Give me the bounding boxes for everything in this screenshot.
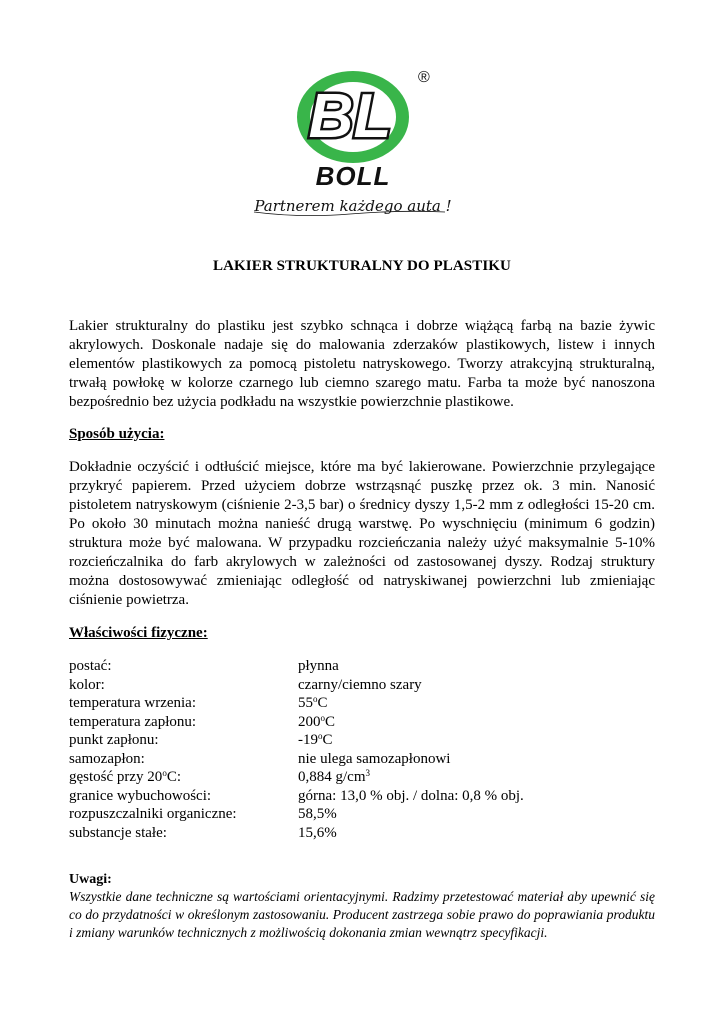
property-label: substancje stałe: bbox=[69, 824, 167, 841]
document-title: LAKIER STRUKTURALNY DO PLASTIKU bbox=[212, 258, 511, 274]
property-value: nie ulega samozapłonowi bbox=[298, 750, 451, 767]
usage-paragraph: Dokładnie oczyścić i odtłuścić miejsce, które ma być lakierowane. Powierzchnie przylegające przykryć papierem. Przed użyciem dobrze wstrząsnąć puszkę przez ok. 3 min. Nanosić pistoletem natryskowym (ciśnienie 2-3,5 bar) o średnicy dyszy 1,5-2 mm z odległości 15-20 cm. Po około 30 minutach można nanieść drugą warstwę. Po wyschnięciu (minimum 6 godzin) struktura może być malowana. W przypadku rozcieńczania należy użyć maksymalnie 5-10% rozcieńczalnika do farb akrylowych w zależności od zastosowanej dyszy. Rodzaj struktury można dostosowywać zmieniając odległość od natryskiwanej powierzchni lub zmieniając ciśnienie powietrza. bbox=[69, 459, 655, 608]
property-value: 58,5% bbox=[298, 806, 337, 822]
property-row bbox=[69, 824, 659, 843]
property-label: postać: bbox=[69, 658, 112, 674]
property-value: -19$^o$C bbox=[298, 731, 333, 748]
property-row bbox=[69, 768, 659, 787]
property-row bbox=[69, 676, 659, 695]
notes-paragraph: Wszystkie dane techniczne są wartościami orientacyjnymi. Radzimy przetestować materiał aby upewnić się co do przydatności w określonym zastosowaniu. Producent zastrzega sobie prawo do poprawiania produktu i zmiany warunków technicznych z możliwością dokonania zmian wewnątrz specyfikacji. bbox=[69, 889, 655, 940]
logo-slogan: Partnerem każdego auta ! bbox=[254, 197, 452, 215]
logo-brand-text: BOLL bbox=[315, 161, 391, 191]
property-label: samozapłon: bbox=[69, 750, 145, 767]
registered-mark: ® bbox=[418, 69, 430, 86]
property-row bbox=[69, 657, 659, 676]
property-value: płynna bbox=[298, 658, 339, 674]
property-row bbox=[69, 731, 659, 750]
property-value: 15,6% bbox=[298, 824, 337, 841]
property-label: granice wybuchowości: bbox=[69, 787, 212, 804]
property-value: czarny/ciemno szary bbox=[298, 676, 422, 693]
logo-monogram: BL bbox=[308, 82, 392, 151]
property-row bbox=[69, 694, 659, 713]
property-label: gęstość przy 20$^o$C: bbox=[69, 768, 181, 785]
intro-paragraph: Lakier strukturalny do plastiku jest szybko schnąca i dobrze wiążącą farbą na bazie żywic akrylowych. Doskonale nadaje się do malowania zderzaków plastikowych, listew i innych elementów plastikowych za pomocą pistoletu natryskowego. Tworzy atrakcyjną strukturalną, trwałą powłokę w kolorze czarnego lub ciemno szarego matu. Farba ta może być nanoszona bezpośrednio bez użycia podkładu na wszystkie powierzchnie plastikowe. bbox=[69, 318, 655, 410]
usage-heading: Sposób użycia: bbox=[69, 426, 165, 442]
properties-heading: Właściwości fizyczne: bbox=[69, 625, 208, 641]
property-value: 0,884 $g/cm^3$ bbox=[298, 768, 370, 785]
boll-logo bbox=[240, 62, 490, 222]
property-label: kolor: bbox=[69, 676, 105, 693]
notes-heading: Uwagi: bbox=[69, 872, 112, 887]
property-row bbox=[69, 787, 659, 806]
property-label: rozpuszczalniki organiczne: bbox=[69, 806, 237, 822]
boll-logo-graphic bbox=[240, 62, 490, 222]
property-label: punkt zapłonu: bbox=[69, 732, 159, 748]
property-label: temperatura wrzenia: bbox=[69, 695, 197, 711]
property-row bbox=[69, 750, 659, 769]
property-row bbox=[69, 713, 659, 732]
property-label: temperatura zapłonu: bbox=[69, 713, 197, 730]
properties-table bbox=[69, 657, 659, 842]
property-row bbox=[69, 805, 659, 824]
property-value: górna: 13,0 % obj. / dolna: 0,8 % obj. bbox=[298, 787, 524, 804]
property-value: 200$^o$C bbox=[298, 712, 336, 730]
property-value: 55$^o$C bbox=[298, 694, 328, 711]
